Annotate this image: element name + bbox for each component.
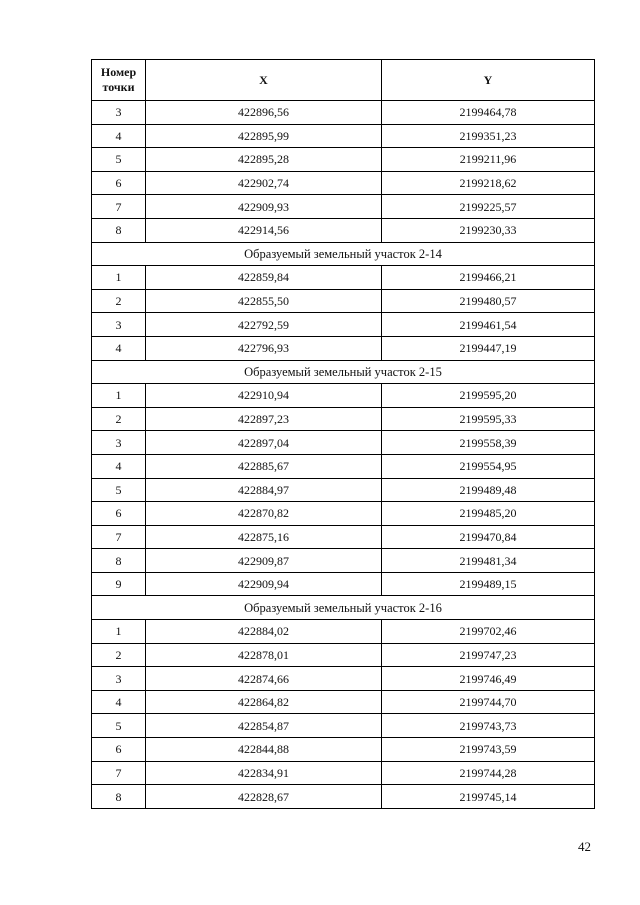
y-coordinate-cell: 2199595,33 xyxy=(382,407,595,431)
x-coordinate-cell: 422884,02 xyxy=(146,620,382,644)
point-number-cell: 1 xyxy=(92,266,146,290)
x-coordinate-cell: 422895,99 xyxy=(146,124,382,148)
x-coordinate-cell: 422885,67 xyxy=(146,454,382,478)
table-header-row xyxy=(92,60,595,101)
x-coordinate-cell: 422870,82 xyxy=(146,502,382,526)
header-point-number: Номер точки xyxy=(92,60,146,101)
x-coordinate-cell: 422897,23 xyxy=(146,407,382,431)
x-coordinate-cell: 422897,04 xyxy=(146,431,382,455)
point-number-cell: 3 xyxy=(92,101,146,125)
y-coordinate-cell: 2199489,15 xyxy=(382,572,595,596)
y-coordinate-cell: 2199225,57 xyxy=(382,195,595,219)
x-coordinate-cell: 422855,50 xyxy=(146,289,382,313)
point-number-cell: 4 xyxy=(92,124,146,148)
table-row xyxy=(92,738,595,762)
section-header-row xyxy=(92,360,595,384)
table-row xyxy=(92,454,595,478)
y-coordinate-cell: 2199744,28 xyxy=(382,761,595,785)
y-coordinate-cell: 2199470,84 xyxy=(382,525,595,549)
table-row xyxy=(92,761,595,785)
table-row xyxy=(92,643,595,667)
y-coordinate-cell: 2199480,57 xyxy=(382,289,595,313)
point-number-cell: 1 xyxy=(92,384,146,408)
header-x: X xyxy=(146,60,382,101)
table-row xyxy=(92,667,595,691)
table-row xyxy=(92,384,595,408)
x-coordinate-cell: 422914,56 xyxy=(146,218,382,242)
point-number-cell: 8 xyxy=(92,549,146,573)
section-header-row xyxy=(92,596,595,620)
section-title: Образуемый земельный участок 2-15 xyxy=(92,360,595,384)
table-row xyxy=(92,549,595,573)
x-coordinate-cell: 422792,59 xyxy=(146,313,382,337)
x-coordinate-cell: 422859,84 xyxy=(146,266,382,290)
x-coordinate-cell: 422864,82 xyxy=(146,690,382,714)
table-row xyxy=(92,785,595,809)
table-row xyxy=(92,690,595,714)
section-header-row xyxy=(92,242,595,266)
x-coordinate-cell: 422910,94 xyxy=(146,384,382,408)
table-row xyxy=(92,407,595,431)
x-coordinate-cell: 422909,87 xyxy=(146,549,382,573)
x-coordinate-cell: 422878,01 xyxy=(146,643,382,667)
x-coordinate-cell: 422895,28 xyxy=(146,148,382,172)
y-coordinate-cell: 2199743,59 xyxy=(382,738,595,762)
y-coordinate-cell: 2199745,14 xyxy=(382,785,595,809)
table-row xyxy=(92,620,595,644)
point-number-cell: 8 xyxy=(92,785,146,809)
y-coordinate-cell: 2199481,34 xyxy=(382,549,595,573)
point-number-cell: 2 xyxy=(92,643,146,667)
x-coordinate-cell: 422884,97 xyxy=(146,478,382,502)
table-row xyxy=(92,502,595,526)
x-coordinate-cell: 422896,56 xyxy=(146,101,382,125)
table-row xyxy=(92,289,595,313)
x-coordinate-cell: 422875,16 xyxy=(146,525,382,549)
table-row xyxy=(92,195,595,219)
table-row xyxy=(92,171,595,195)
point-number-cell: 6 xyxy=(92,738,146,762)
point-number-cell: 9 xyxy=(92,572,146,596)
x-coordinate-cell: 422828,67 xyxy=(146,785,382,809)
table-row xyxy=(92,148,595,172)
y-coordinate-cell: 2199211,96 xyxy=(382,148,595,172)
x-coordinate-cell: 422874,66 xyxy=(146,667,382,691)
section-title: Образуемый земельный участок 2-16 xyxy=(92,596,595,620)
table-row xyxy=(92,714,595,738)
x-coordinate-cell: 422854,87 xyxy=(146,714,382,738)
y-coordinate-cell: 2199554,95 xyxy=(382,454,595,478)
point-number-cell: 7 xyxy=(92,761,146,785)
table-row xyxy=(92,525,595,549)
y-coordinate-cell: 2199595,20 xyxy=(382,384,595,408)
table-row xyxy=(92,313,595,337)
y-coordinate-cell: 2199447,19 xyxy=(382,336,595,360)
point-number-cell: 6 xyxy=(92,502,146,526)
y-coordinate-cell: 2199744,70 xyxy=(382,690,595,714)
y-coordinate-cell: 2199558,39 xyxy=(382,431,595,455)
y-coordinate-cell: 2199351,23 xyxy=(382,124,595,148)
table-row xyxy=(92,572,595,596)
x-coordinate-cell: 422909,93 xyxy=(146,195,382,219)
point-number-cell: 3 xyxy=(92,667,146,691)
section-title: Образуемый земельный участок 2-14 xyxy=(92,242,595,266)
y-coordinate-cell: 2199485,20 xyxy=(382,502,595,526)
point-number-cell: 5 xyxy=(92,478,146,502)
point-number-cell: 4 xyxy=(92,454,146,478)
point-number-cell: 3 xyxy=(92,431,146,455)
point-number-cell: 7 xyxy=(92,525,146,549)
header-y: Y xyxy=(382,60,595,101)
y-coordinate-cell: 2199218,62 xyxy=(382,171,595,195)
x-coordinate-cell: 422834,91 xyxy=(146,761,382,785)
y-coordinate-cell: 2199743,73 xyxy=(382,714,595,738)
y-coordinate-cell: 2199461,54 xyxy=(382,313,595,337)
point-number-cell: 3 xyxy=(92,313,146,337)
y-coordinate-cell: 2199230,33 xyxy=(382,218,595,242)
x-coordinate-cell: 422844,88 xyxy=(146,738,382,762)
x-coordinate-cell: 422909,94 xyxy=(146,572,382,596)
table-row xyxy=(92,431,595,455)
table-row xyxy=(92,478,595,502)
y-coordinate-cell: 2199464,78 xyxy=(382,101,595,125)
point-number-cell: 2 xyxy=(92,289,146,313)
point-number-cell: 5 xyxy=(92,714,146,738)
table-row xyxy=(92,336,595,360)
point-number-cell: 5 xyxy=(92,148,146,172)
point-number-cell: 4 xyxy=(92,690,146,714)
table-row xyxy=(92,101,595,125)
y-coordinate-cell: 2199489,48 xyxy=(382,478,595,502)
y-coordinate-cell: 2199702,46 xyxy=(382,620,595,644)
coordinates-table xyxy=(91,59,595,809)
point-number-cell: 4 xyxy=(92,336,146,360)
point-number-cell: 8 xyxy=(92,218,146,242)
point-number-cell: 2 xyxy=(92,407,146,431)
table-body xyxy=(92,101,595,809)
point-number-cell: 7 xyxy=(92,195,146,219)
x-coordinate-cell: 422902,74 xyxy=(146,171,382,195)
table-row xyxy=(92,124,595,148)
y-coordinate-cell: 2199746,49 xyxy=(382,667,595,691)
x-coordinate-cell: 422796,93 xyxy=(146,336,382,360)
point-number-cell: 1 xyxy=(92,620,146,644)
table-row xyxy=(92,266,595,290)
point-number-cell: 6 xyxy=(92,171,146,195)
page-number: 42 xyxy=(578,839,591,854)
table-row xyxy=(92,218,595,242)
y-coordinate-cell: 2199747,23 xyxy=(382,643,595,667)
y-coordinate-cell: 2199466,21 xyxy=(382,266,595,290)
